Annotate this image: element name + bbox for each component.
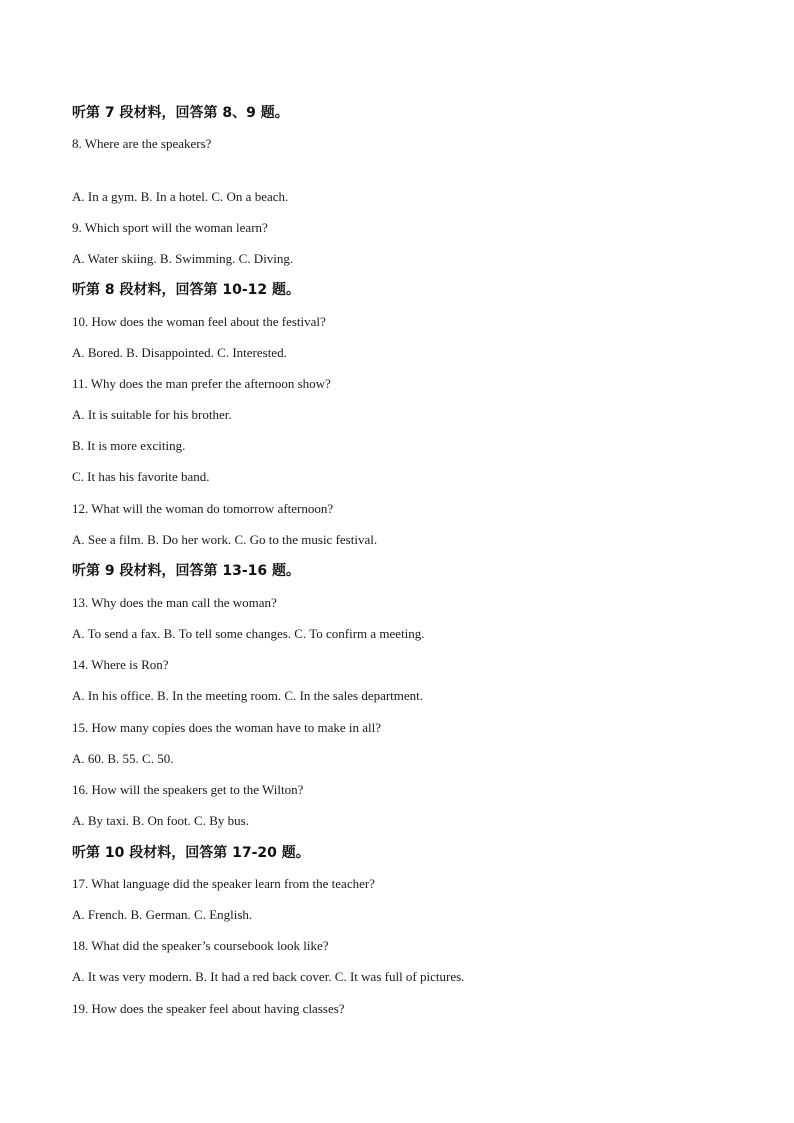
question-17: 17. What language did the speaker learn from the teacher? [72, 876, 375, 891]
section-heading-8: 听第 8 段材料，回答第 10-12 题。 [72, 282, 301, 298]
options-16: A. By taxi. B. On foot. C. By bus. [72, 813, 249, 828]
options-17: A. French. B. German. C. English. [72, 907, 253, 922]
options-8: A. In a gym. B. In a hotel. C. On a beach. [72, 189, 289, 204]
option-11-b: B. It is more exciting. [72, 438, 186, 453]
question-9: 9. Which sport will the woman learn? [72, 220, 268, 235]
question-13: 13. Why does the man call the woman? [72, 595, 277, 610]
options-15: A. 60. B. 55. C. 50. [72, 751, 174, 766]
option-11-c: C. It has his favorite band. [72, 469, 210, 484]
options-10: A. Bored. B. Disappointed. C. Interested. [72, 345, 287, 360]
question-18: 18. What did the speaker’s coursebook look like? [72, 938, 329, 953]
question-14: 14. Where is Ron? [72, 657, 169, 672]
question-15: 15. How many copies does the woman have to make in all? [72, 720, 382, 735]
question-19: 19. How does the speaker feel about having classes? [72, 1001, 345, 1016]
question-8: 8. Where are the speakers? [72, 136, 212, 151]
options-14: A. In his office. B. In the meeting room. C. In the sales department. [72, 688, 424, 703]
question-10: 10. How does the woman feel about the festival? [72, 314, 326, 329]
question-16: 16. How will the speakers get to the Wilton? [72, 782, 304, 797]
question-12: 12. What will the woman do tomorrow afternoon? [72, 501, 334, 516]
options-18: A. It was very modern. B. It had a red back cover. C. It was full of pictures. [72, 969, 465, 984]
section-heading-10: 听第 10 段材料，回答第 17-20 题。 [72, 845, 310, 861]
options-13: A. To send a fax. B. To tell some changes. C. To confirm a meeting. [72, 626, 425, 641]
option-11-a: A. It is suitable for his brother. [72, 407, 232, 422]
options-9: A. Water skiing. B. Swimming. C. Diving. [72, 251, 294, 266]
options-12: A. See a film. B. Do her work. C. Go to the music festival. [72, 532, 378, 547]
question-11: 11. Why does the man prefer the afternoon show? [72, 376, 331, 391]
section-heading-7: 听第 7 段材料，回答第 8、9 题。 [72, 105, 289, 121]
section-heading-9: 听第 9 段材料，回答第 13-16 题。 [72, 563, 301, 579]
